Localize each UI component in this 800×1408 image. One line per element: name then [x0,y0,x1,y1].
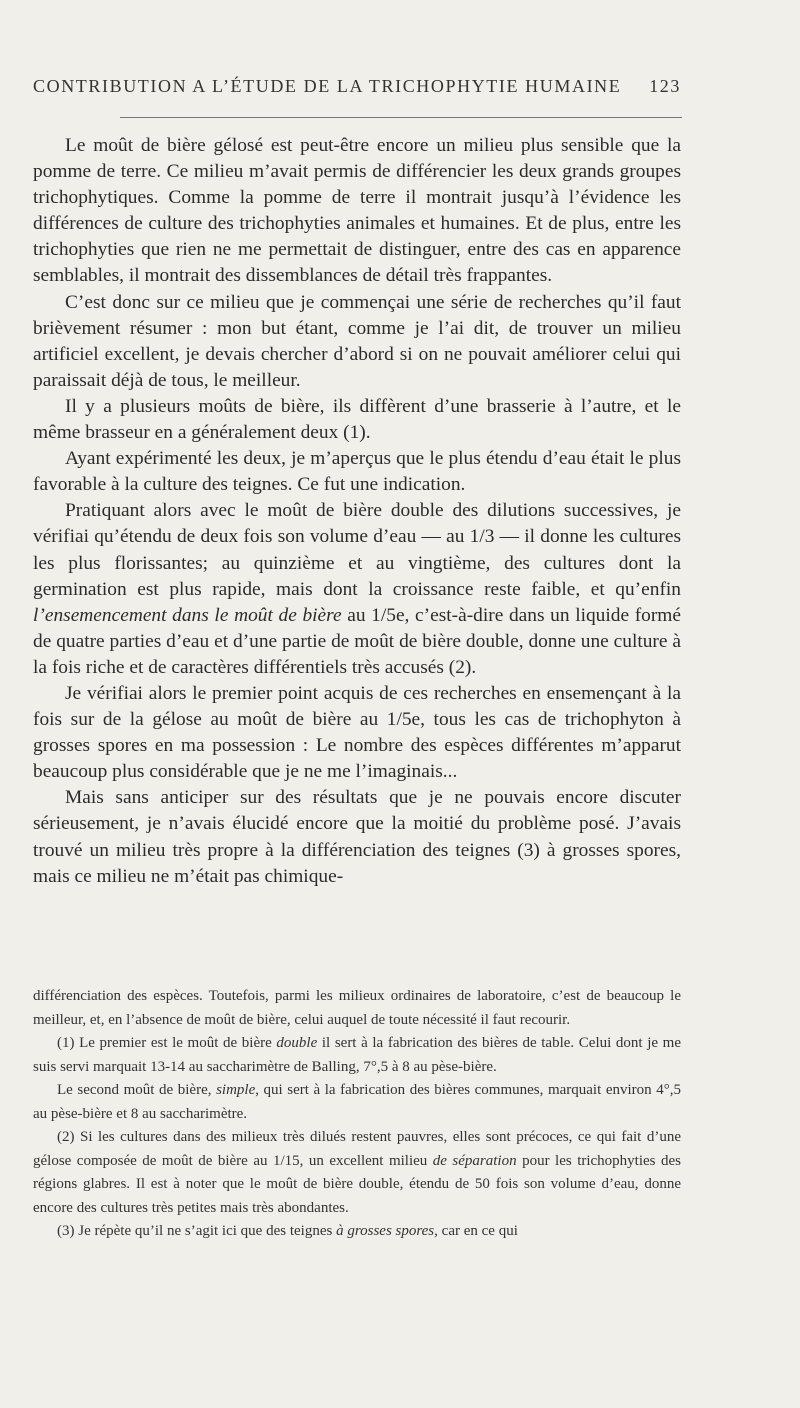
paragraph: Ayant expérimenté les deux, je m’aperçus que le plus étendu d’eau était le plus favorable à la culture des teignes. Ce fut une indication. [33,448,681,496]
text-run: Le second moût de bière, [57,1082,217,1098]
text-run: (3) Je répète qu’il ne s’agit ici que des teignes [57,1223,337,1239]
text-run: au 1/5e, c’est-à-dire dans un liquide formé de quatre parties d’eau et d’une partie de moût de bière double, donne une culture à la fois riche et de caractères différentiels très accusés (2). [33,604,681,678]
text-run: il sert à la fabrication des bières de table. Celui dont je me suis servi marquait 13-14 au saccharimètre de Balling, 7°,5 à 8 au pèse-bière. [33,1035,681,1075]
paragraph: Le moût de bière gélosé est peut-être encore un milieu plus sensible que la pomme de terre. Ce milieu m’avait permis de différencier les deux grands groupes trichophytiques. Comme la pomme de terre il montrait jusqu’à l’évidence les différences de culture des trichophyties animales et humaines. Et de plus, entre les trichophyties que rien ne me permettait de distinguer, entre des cas en apparence semblables, il montrait des dissemblances de détail très frappantes. [33,135,681,287]
footnote-1-continued [33,1079,681,1126]
italic-text: simple [216,1082,256,1098]
running-header [33,76,681,97]
text-run: , car en ce qui [434,1223,518,1239]
text-run: Pratiquant alors avec le moût de bière double des dilutions successives, je vérifiai qu’étendu de deux fois son volume d’eau — au 1/3 — il donne les cultures les plus florissantes; au quinzième et au vingtième, des cultures dont la germination est plus rapide, mais dont la croissance reste faible, et qu’enfin [33,500,681,600]
text-run: (1) Le premier est le moût de bière [57,1035,277,1051]
footnote-2 [33,1126,681,1220]
paragraph: Mais sans anticiper sur des résultats que je ne pouvais encore discuter sérieusement, je n’avais élucidé encore que la moitié du problème posé. J’avais trouvé un milieu très propre à la différenciation des teignes (3) à grosses spores, mais ce milieu ne m’était pas chimique- [33,787,681,887]
page-number: 123 [649,76,681,96]
main-text [33,133,681,890]
paragraph: C’est donc sur ce milieu que je commençai une série de recherches qu’il faut brièvement résumer : mon but étant, comme je l’ai dit, de trouver un milieu artificiel excellent, je devais chercher d’abord si on ne pouvait améliorer celui qui paraissait déjà de tous, le meilleur. [33,291,681,391]
paragraph [33,498,681,681]
footnote-continuation: différenciation des espèces. Toutefois, parmi les milieux ordinaires de laboratoire, c’est de beaucoup le meilleur, et, en l’absence de moût de bière, celui auquel de toute nécessité il faut recourir. [33,988,681,1028]
text-run: pour les trichophyties des régions glabres. Il est à noter que le moût de bière double, étendu de 50 fois son volume d’eau, donne encore des cultures très petites mais très abondantes. [33,1152,681,1216]
footnote-3 [33,1220,681,1244]
footnote-1 [33,1032,681,1079]
paragraph: Il y a plusieurs moûts de bière, ils diffèrent d’une brasserie à l’autre, et le même brasseur en a généralement deux (1). [33,395,681,444]
italic-text: de séparation [432,1152,517,1169]
text-run: (2) Si les cultures dans des milieux très dilués restent pauvres, elles sont précoces, ce qui fait d’une gélose composée de moût de bière au 1/15, un excellent milieu [33,1129,681,1169]
italic-text: à grosses spores [336,1223,435,1239]
paragraph: Je vérifiai alors le premier point acquis de ces recherches en ensemençant à la fois sur de la gélose au moût de bière au 1/5e, tous les cas de trichophyton à grosses spores en ma possession : Le nombre des espèces différentes m’apparut beaucoup plus considérable que je ne me l’imaginais... [33,682,681,783]
running-title: CONTRIBUTION A L’ÉTUDE DE LA TRICHOPHYTIE HUMAINE [33,76,622,96]
footnotes [33,985,681,1244]
italic-text: l’ensemencement dans le moût de bière [33,604,342,626]
header-rule [120,117,682,118]
text-run: , qui sert à la fabrication des bières communes, marquait environ 4°,5 au pèse-bière et 8 au saccharimètre. [33,1082,681,1122]
italic-text: double [276,1035,318,1051]
